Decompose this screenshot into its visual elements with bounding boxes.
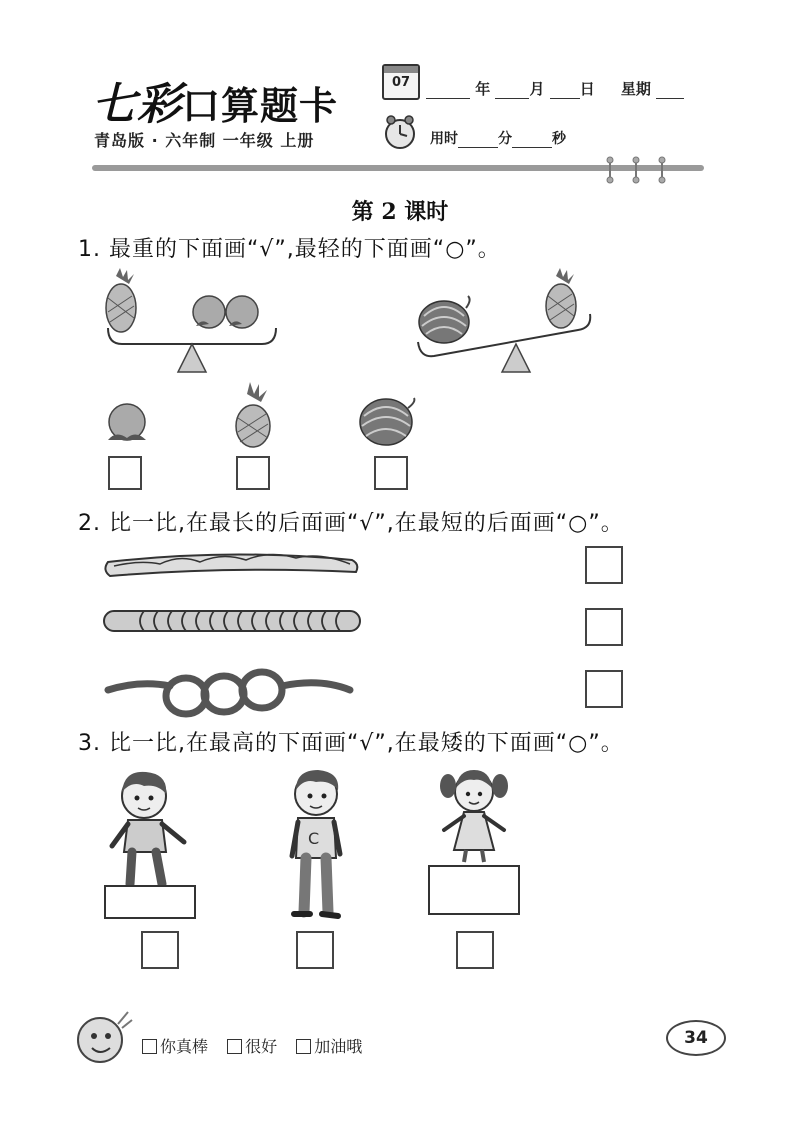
answer-box-boy-standing[interactable] xyxy=(296,931,334,969)
time-line xyxy=(430,128,566,148)
boy-standing xyxy=(284,766,346,922)
clock-icon xyxy=(382,114,418,150)
week-blank[interactable] xyxy=(656,84,684,99)
feedback-option-good[interactable]: 很好 xyxy=(227,1037,277,1056)
brand-main: 口算题卡 xyxy=(182,83,339,128)
mascot-icon xyxy=(70,1006,136,1072)
page-number: 34 xyxy=(666,1020,726,1056)
question-2-text: 2. 比一比,在最长的后面画“√”,在最短的后面画“○”。 xyxy=(78,511,624,536)
edition-subtitle: 青岛版 · 六年制 一年级 上册 xyxy=(94,131,315,150)
brand-title xyxy=(92,68,338,132)
second-label: 秒 xyxy=(552,131,566,147)
question-3-text: 3. 比一比,在最高的下面画“√”,在最矮的下面画“○”。 xyxy=(78,731,624,756)
year-blank[interactable] xyxy=(426,84,470,99)
day-blank[interactable] xyxy=(550,84,580,99)
watermelon-icon xyxy=(419,296,470,343)
month-blank[interactable] xyxy=(495,84,529,99)
svg-text:C: C xyxy=(308,829,320,848)
watermelon-icon xyxy=(358,394,420,448)
answer-box-wavy[interactable] xyxy=(585,546,623,584)
minute-blank[interactable] xyxy=(458,133,498,148)
answer-box-girl-on-box[interactable] xyxy=(456,931,494,969)
strip-twisted xyxy=(100,606,366,636)
calendar-icon xyxy=(382,64,420,100)
strip-wavy xyxy=(100,542,362,584)
feedback-option-great[interactable]: 你真棒 xyxy=(142,1037,208,1056)
question-1-text: 1. 最重的下面画“√”,最轻的下面画“○”。 xyxy=(78,237,501,262)
peach-icon xyxy=(102,398,152,448)
answer-box-peach[interactable] xyxy=(108,456,142,490)
answer-box-watermelon[interactable] xyxy=(374,456,408,490)
minute-label: 分 xyxy=(498,131,512,147)
answer-box-pineapple[interactable] xyxy=(236,456,270,490)
second-blank[interactable] xyxy=(512,133,552,148)
answer-box-boy-on-box[interactable] xyxy=(141,931,179,969)
calendar-day: 07 xyxy=(391,75,411,90)
brand-prefix: 七彩 xyxy=(92,79,182,130)
lesson-title: 第 2 课时 xyxy=(351,199,449,225)
feedback-options xyxy=(142,1034,376,1057)
year-label: 年 xyxy=(475,80,491,98)
feedback-option-keep-going[interactable]: 加油哦 xyxy=(296,1037,362,1056)
peach-icon xyxy=(226,296,258,328)
balance-scale-1 xyxy=(96,268,296,378)
answer-box-coiled[interactable] xyxy=(585,670,623,708)
strip-coiled xyxy=(100,664,358,720)
pineapple-icon xyxy=(546,268,576,328)
pineapple-icon xyxy=(106,268,136,332)
month-label: 月 xyxy=(529,80,545,98)
balance-scale-2 xyxy=(410,268,610,378)
week-label: 星期 xyxy=(620,80,651,98)
day-label: 日 xyxy=(579,80,595,98)
time-label: 用时 xyxy=(430,131,458,147)
girl-on-box xyxy=(428,766,522,916)
date-line xyxy=(426,78,684,99)
answer-box-twisted[interactable] xyxy=(585,608,623,646)
boy-on-box xyxy=(104,766,198,922)
divider-beads xyxy=(600,156,680,186)
peach-icon xyxy=(193,296,225,328)
pineapple-icon xyxy=(230,382,276,448)
